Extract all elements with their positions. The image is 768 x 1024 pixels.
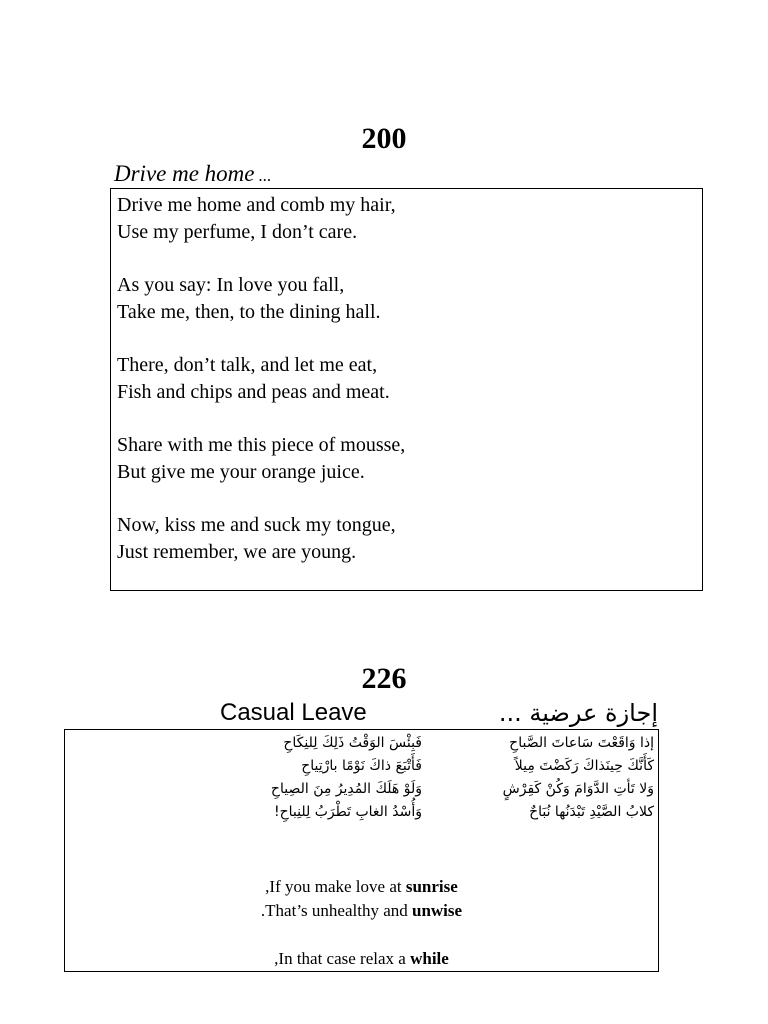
verse-line: Share with me this piece of mousse,	[117, 434, 406, 456]
poem-title-arabic: إجازة عرضية ...	[498, 699, 658, 727]
rhyme-word: sunrise	[405, 877, 458, 896]
poem-subtitle-ellipsis: ...	[254, 166, 272, 185]
verse-line: Drive me home and comb my hair,	[117, 194, 396, 216]
stanza	[117, 512, 702, 566]
arabic-verse-row	[65, 801, 658, 824]
stanza	[117, 352, 702, 406]
stanza-gap	[65, 923, 658, 947]
verse-text: ,If you make love at	[265, 877, 406, 896]
verse-line: But give me your orange juice.	[117, 461, 365, 483]
verse-line: Fish and chips and peas and meat.	[117, 381, 390, 403]
english-verses	[65, 875, 658, 971]
english-verse-line	[65, 899, 658, 923]
arabic-hemistich-second: فَأَتْبَعَ ذاكَ نَوْمًا بارْتِياحِ	[301, 758, 422, 774]
arabic-hemistich-first: إذا وَاقَعْتَ سَاعاتَ الصَّباحِ	[509, 735, 654, 751]
poem-title-english: Casual Leave	[220, 699, 367, 726]
verse-line: Use my perfume, I don’t care.	[117, 221, 358, 243]
rhyme-word: while	[410, 949, 449, 968]
rhyme-word: unwise	[412, 901, 463, 920]
verse-line: There, don’t talk, and let me eat,	[117, 354, 378, 376]
stanza	[117, 272, 702, 326]
verse-line: As you say: In love you fall,	[117, 274, 345, 296]
arabic-hemistich-first: وَلا تَأتِ الدَّوَامَ وَكُنْ كَقِرْشٍ	[502, 781, 654, 797]
stanza	[117, 192, 702, 246]
stanza	[117, 432, 702, 486]
arabic-hemistich-second: فَبِئْسَ الوَقْتُ ذَلِكَ لِلنِكَاحِ	[283, 735, 422, 751]
english-verse-line	[65, 875, 658, 899]
arabic-verse-row	[65, 778, 658, 801]
arabic-hemistich-first: كَأَنَّكَ حِينَذاكَ رَكَضْتَ مِيلاً	[514, 758, 654, 774]
arabic-hemistich-second: وَأُسْدُ الغابِ تَطْرَبُ لِلنِباحِ!	[274, 804, 422, 820]
poem-box-bilingual	[64, 729, 659, 972]
poem-subtitle-text: Drive me home	[114, 161, 255, 186]
poem-subtitle	[114, 160, 272, 190]
english-verse-line	[65, 947, 658, 971]
poem-box-english	[110, 188, 703, 591]
poem-number-200: 200	[361, 122, 407, 155]
arabic-verses	[65, 732, 658, 824]
verse-line: Just remember, we are young.	[117, 541, 357, 563]
verse-text: .That’s unhealthy and	[260, 901, 412, 920]
arabic-hemistich-first: كلابُ الصَّيْدِ تَبْدَنُها نُبَاحٌ	[529, 804, 654, 820]
arabic-hemistich-second: وَلَوْ هَلَكَ المُدِيرُ مِنَ الصِياحِ	[270, 781, 422, 797]
verse-text: ,In that case relax a	[274, 949, 411, 968]
arabic-verse-row	[65, 755, 658, 778]
arabic-verse-row	[65, 732, 658, 755]
verse-line: Take me, then, to the dining hall.	[117, 301, 381, 323]
verse-line: Now, kiss me and suck my tongue,	[117, 514, 396, 536]
poem-number-226: 226	[361, 662, 407, 695]
